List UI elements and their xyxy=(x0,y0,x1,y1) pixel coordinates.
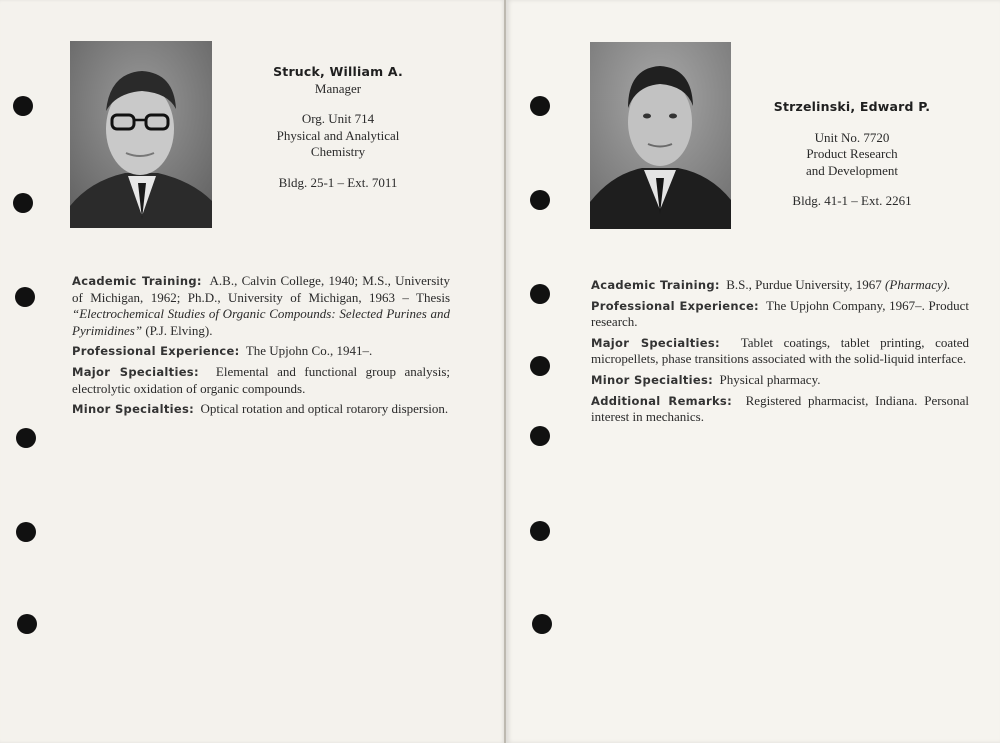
academic-training xyxy=(591,277,969,294)
academic-training-label: Academic Training: xyxy=(72,274,202,288)
additional-remarks xyxy=(591,393,969,426)
binder-hole xyxy=(17,614,37,634)
major-specialties xyxy=(591,335,969,368)
academic-training xyxy=(72,273,450,339)
minor-specialties-label: Minor Specialties: xyxy=(72,402,195,417)
additional-remarks-label: Additional Remarks: xyxy=(591,393,732,408)
professional-experience-label: Professional Experience: xyxy=(591,298,759,313)
department-line: and Development xyxy=(805,162,899,178)
binder-hole xyxy=(530,284,550,304)
major-specialties xyxy=(72,364,450,397)
job-title: Manager xyxy=(314,80,362,96)
academic-training-text: B.S., Purdue University, 1967 xyxy=(726,277,882,292)
right-page xyxy=(506,0,1000,743)
binder-hole xyxy=(530,426,550,446)
minor-specialties-text: Physical pharmacy. xyxy=(719,371,821,387)
biography xyxy=(72,273,450,422)
binder-hole xyxy=(532,614,552,634)
professional-experience-text: The Upjohn Co., 1941–. xyxy=(245,343,373,359)
major-specialties-text: Tablet coatings, tablet printing, coated micropellets, phase transitions associated with the solid-liquid interface. xyxy=(591,334,969,367)
minor-specialties-label: Minor Specialties: xyxy=(591,372,714,387)
professional-experience-label: Professional Experience: xyxy=(72,344,240,359)
thesis-advisor: (P.J. Elving). xyxy=(145,322,213,338)
academic-training-text: A.B., Calvin College, 1940; M.S., University of Michigan, 1962; Ph.D., University of Michigan, 1963 – Thesis xyxy=(72,273,450,305)
binder-hole xyxy=(16,522,36,542)
binder-hole xyxy=(530,96,550,116)
header-info xyxy=(252,64,424,191)
building-extension: Bldg. 41-1 – Ext. 2261 xyxy=(792,193,912,208)
biography xyxy=(591,277,969,430)
portrait-photo xyxy=(70,41,212,228)
minor-specialties xyxy=(72,401,450,418)
binder-hole xyxy=(530,521,550,541)
degree-note: (Pharmacy). xyxy=(885,277,951,292)
building-extension: Bldg. 25-1 – Ext. 7011 xyxy=(278,174,398,190)
professional-experience-text: The Upjohn Company, 1967–. Product research. xyxy=(591,297,969,330)
binder-hole xyxy=(15,287,35,307)
binder-hole xyxy=(530,190,550,210)
department-line: Chemistry xyxy=(310,144,366,159)
major-specialties-label: Major Specialties: xyxy=(72,364,199,379)
portrait-photo xyxy=(590,42,731,229)
major-specialties-text: Elemental and functional group analysis; electrolytic oxidation of organic compounds. xyxy=(72,363,450,396)
org-unit: Org. Unit 714 xyxy=(301,111,375,126)
binder-hole xyxy=(530,356,550,376)
binder-hole xyxy=(16,428,36,448)
department-line: Product Research xyxy=(806,146,898,161)
person-name: Strzelinski, Edward P. xyxy=(773,99,931,114)
binder-hole xyxy=(13,193,33,213)
department-line: Physical and Analytical xyxy=(276,127,400,143)
professional-experience xyxy=(591,298,969,331)
major-specialties-label: Major Specialties: xyxy=(591,335,720,350)
academic-training-label: Academic Training: xyxy=(591,278,720,292)
unit-number: Unit No. 7720 xyxy=(814,129,890,145)
binder-hole xyxy=(13,96,33,116)
minor-specialties-text: Optical rotation and optical rotarory dispersion. xyxy=(200,401,449,417)
minor-specialties xyxy=(591,372,969,389)
thesis-title: “Electrochemical Studies of Organic Compounds: Selected Purines and Pyrimidines” xyxy=(72,306,450,338)
person-name: Struck, William A. xyxy=(273,64,403,79)
header-info xyxy=(768,99,936,210)
professional-experience xyxy=(72,343,450,360)
additional-remarks-text: Registered pharmacist, Indiana. Personal interest in mechanics. xyxy=(591,392,969,425)
